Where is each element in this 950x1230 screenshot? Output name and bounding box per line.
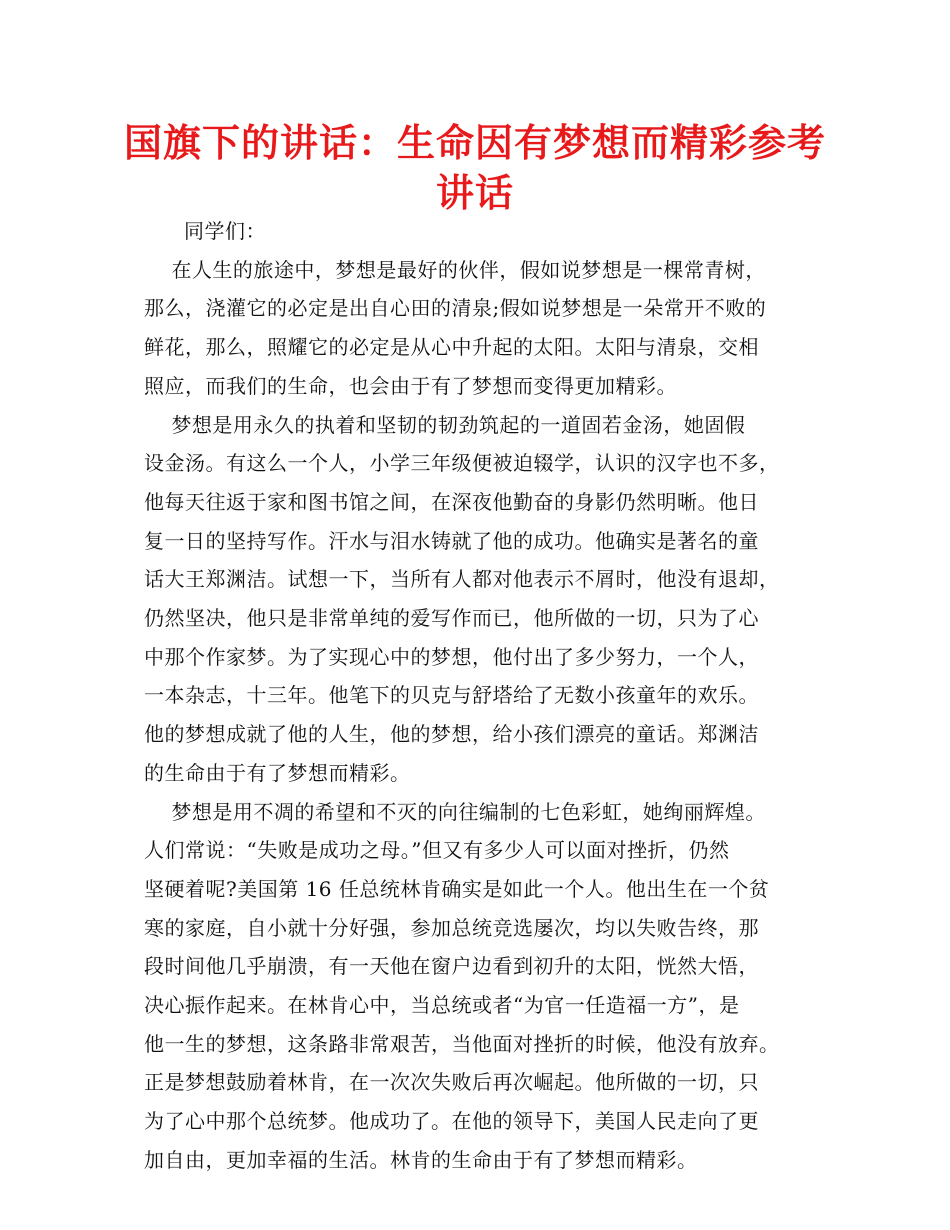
salutation: 同学们： bbox=[184, 219, 266, 243]
paragraph-1: 在人生的旅途中，梦想是最好的伙伴，假如说梦想是一棵常青树， 那么，浇灌它的必定是出自心田的清泉;假如说梦想是一朵常开不败的 鲜花，那么，照耀它的必定是从心中升起的太阳。太阳与清泉，交相 照应，而我们的生命，也会由于有了梦想而变得更加精彩。 bbox=[144, 257, 767, 398]
paragraph-2: 梦想是用永久的执着和坚韧的韧劲筑起的一道固若金汤，她固假 设金汤。有这么一个人，小学三年级便被迫辍学，认识的汉字也不多， 他每天往返于家和图书馆之间，在深夜他勤奋的身影仍然明晰。他日 复一日的坚持写作。汗水与泪水铸就了他的成功。他确实是著名的童 话大王郑渊洁。试想一下，当所有人都对他表示不屑时，他没有退却， 仍然坚决，他只是非常单纯的爱写作而已，他所做的一切，只为了心 中那个作家梦。为了实现心中的梦想，他付出了多少努力，一个人， 一本杂志，十三年。他笔下的贝克与舒塔给了无数小孩童年的欢乐。 他的梦想成就了他的人生，他的梦想，给小孩们漂亮的童话。郑渊洁 的生命由于有了梦想而精彩。 bbox=[144, 412, 780, 785]
document-title: 国旗下的讲话：生命因有梦想而精彩参考 讲话 bbox=[123, 121, 826, 215]
document-body bbox=[144, 212, 834, 1180]
paragraph-3: 梦想是用不凋的希望和不灭的向往编制的七色彩虹，她绚丽辉煌。 人们常说：“失败是成功之母。”但又有多少人可以面对挫折，仍然 坚硬着呢?美国第 16 任总统林肯确实是如此一个人。他出生在一个贫 寒的家庭，自小就十分好强，参加总统竞选屡次，均以失败告终，那 段时间他几乎崩溃，有一天他在窗户边看到初升的太阳，恍然大悟， 决心振作起来。在林肯心中，当总统或者“为官一任造福一方”，是 他一生的梦想，这条路非常艰苦，当他面对挫折的时候，他没有放弃。 正是梦想鼓励着林肯，在一次次失败后再次崛起。他所做的一切，只 为了心中那个总统梦。他成功了。在他的领导下，美国人民走向了更 加自由，更加幸福的生活。林肯的生命由于有了梦想而精彩。 bbox=[144, 799, 780, 1172]
